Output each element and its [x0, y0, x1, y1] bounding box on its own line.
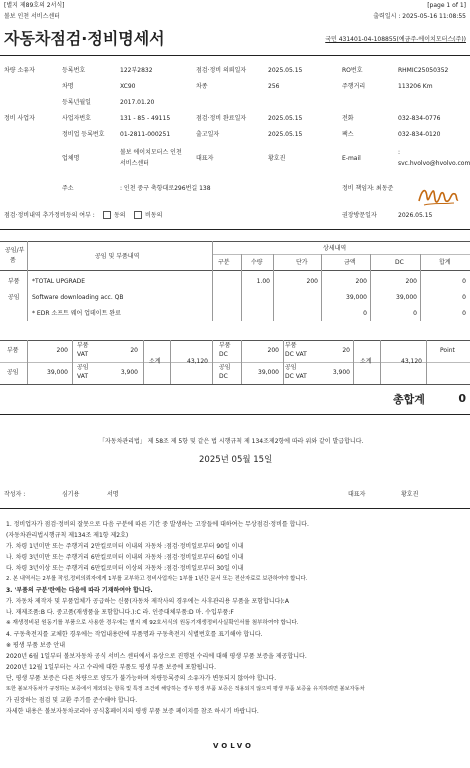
first-reg-value: 2017.01.20	[120, 99, 155, 106]
table-header-bottom	[0, 270, 470, 271]
notice-line: 3. '부품의 구분'란에는 다음에 따라 기재하여야 합니다.	[6, 587, 153, 594]
agree-label: 동의	[114, 212, 126, 219]
issue-date: 2025년 05월 15일	[199, 455, 273, 465]
done-date-label: 점검·정비 완료일자	[196, 115, 247, 122]
notice-line: ※ 재생정비된 원동기를 부품으로 사용한 경우에는 별지 제 92호서식의 원동기재생정비사실확인서를 첨부하여야 합니다.	[6, 620, 299, 626]
row-unit: 200	[306, 278, 318, 285]
col-line	[426, 340, 427, 384]
notice-line: 가. 차령 1년미만 또는 주행거리 2만킬로미터 이내의 자동차 :점검·정비일로부터 90일 이내	[6, 543, 244, 550]
col-dc-header: DC	[395, 259, 404, 266]
labor-dc-value: 39,000	[258, 369, 279, 376]
out-date-label: 출고일자	[196, 131, 220, 138]
col-line	[370, 254, 371, 321]
col-line	[241, 254, 242, 321]
parts-dcvat-label: 부품	[285, 342, 297, 349]
parts-dcvat-value: 20	[342, 347, 350, 354]
model-value: XC90	[120, 83, 136, 90]
next-visit-value: 2026.05.15	[398, 212, 433, 219]
agree-checkbox[interactable]	[103, 211, 111, 219]
col-amount-header: 금액	[344, 259, 356, 266]
labor-dcvat-value: 3,900	[332, 369, 350, 376]
col-line	[380, 340, 381, 384]
dc-subtotal-value: 43,120	[401, 358, 422, 365]
col-line	[321, 254, 322, 321]
notice-line: ※ 평생 부품 보증 안내	[6, 642, 66, 649]
writer-label: 작성자 :	[4, 491, 26, 498]
ceo-value: 황호진	[401, 491, 419, 498]
reg-no-value: 122부2832	[120, 67, 153, 74]
printed-datetime: 출력일시 : 2025-05-16 11:08:55	[373, 13, 466, 20]
labor-value: 39,000	[47, 369, 68, 376]
labor-dcvat-label: 공임	[285, 364, 297, 371]
row-dc: 200	[405, 278, 417, 285]
notice-line: 2. 본 내역서는 2부를 작성,정비의뢰자에게 1부를 교부하고 정비사업자는 1부를 1년간 문서 또는 전산자료로 보관하여야 합니다.	[6, 576, 308, 582]
row-dc: 0	[413, 310, 417, 317]
summary-top-border	[0, 340, 470, 341]
fax-value: 032-834-0120	[398, 131, 441, 138]
manager-value: : 최동준	[372, 185, 394, 192]
subtotal-label: 소계	[149, 358, 161, 365]
row-amount: 39,000	[346, 294, 367, 301]
notice-line: 단, 평생 부품 보증은 다른 차량으로 양도가 불가능하며 차량등록증의 소유자가 변동되지 않아야 합니다.	[6, 675, 277, 682]
parts-dc-label-2: DC	[219, 351, 228, 358]
tel-label: 전화	[342, 115, 354, 122]
shop-name-label: 업체명	[62, 155, 80, 162]
col-line	[283, 340, 284, 384]
point-label: Point	[440, 347, 455, 354]
notice-line: 가. 자동차 제작자 및 부품업체가 공급하는 신품(자동차 제작사의 경우에는 사후관리용 부품을 포함합니다):A	[6, 598, 289, 605]
notice-line: 1. 정비업자가 점검·정비의 잘못으로 다음 구분에 따른 기간 중 발생하는 고장들에 대하여는 무상점검·정비를 합니다.	[6, 521, 309, 528]
col-line	[27, 241, 28, 321]
divider	[0, 508, 470, 509]
page-indicator: [page 1 of 1]	[427, 2, 466, 9]
col-line	[170, 340, 171, 384]
divider	[0, 229, 470, 230]
biz-no-value: 131 - 85 - 49115	[120, 115, 171, 122]
dc-subtotal-label: 소계	[360, 358, 372, 365]
grand-total-value: 0	[458, 392, 466, 405]
parts-dc-label: 부품	[219, 342, 231, 349]
notice-line: 2020년 12월 1일부터는 사고 수리에 대한 부품도 평생 부품 보증에 포함됩니다.	[6, 664, 216, 671]
labor-vat-label: 공임	[77, 364, 89, 371]
notice-line: 4. 구동축전지를 교체한 경우에는 작업내용란에 부품명과 구동축전지 식별번호를 표기해야 합니다.	[6, 631, 263, 638]
detail-header: 상세내역	[323, 245, 347, 252]
subtotal-value: 43,120	[187, 358, 208, 365]
row-qty: 1.00	[256, 278, 270, 285]
notice-line: 나. 재제조품:B 다. 중고품(재생품을 포함합니다.):C 라. 인증대체부품:D 마. 수입부품:F	[6, 609, 234, 616]
form-number: [별지 제89호의 2서식]	[4, 2, 65, 9]
request-date-label: 점검·정비 의뢰일자	[196, 67, 247, 74]
volvo-logo: VOLVO	[213, 742, 254, 750]
col-line	[27, 340, 28, 384]
disagree-label: 비동의	[145, 212, 163, 219]
col-unit-header: 단가	[296, 259, 308, 266]
col-line	[212, 241, 213, 321]
grand-total-label: 총합계	[393, 393, 425, 406]
col-line	[241, 340, 242, 384]
notice-line: 자세한 내용은 볼보자동차코리아 공식홈페이지의 평생 부품 보증 페이지를 참조 하시기 바랍니다.	[6, 708, 259, 715]
consent-label: 점검·정비내역 추가정비등의 여부 :	[4, 212, 95, 219]
disagree-checkbox[interactable]	[134, 211, 142, 219]
labor-dc-label: 공임	[219, 364, 231, 371]
labor-vat-label-2: VAT	[77, 373, 89, 380]
document-title: 자동차점검·정비명세서	[4, 29, 165, 48]
col-line	[143, 340, 144, 384]
parts-value: 200	[56, 347, 68, 354]
parts-dc-value: 200	[267, 347, 279, 354]
email-label: E-mail	[342, 155, 361, 162]
row-amount: 0	[363, 310, 367, 317]
request-date-value: 2025.05.15	[268, 67, 303, 74]
col-type-header-1: 공임/부	[5, 247, 25, 254]
shop-section-label: 정비 사업자	[4, 115, 35, 122]
parts-vat-value: 20	[130, 347, 138, 354]
out-date-value: 2025.05.15	[268, 131, 303, 138]
labor-vat-value: 3,900	[120, 369, 138, 376]
row-total: 0	[462, 294, 466, 301]
parts-dcvat-label-2: DC VAT	[285, 351, 307, 358]
row-total: 0	[462, 278, 466, 285]
col-line	[212, 340, 213, 384]
email-value: svc.hvolvo@hvolvo.com	[398, 160, 470, 167]
legal-statement: 「자동차관리법」 제 58조 제 5항 및 같은 법 시행규칙 제 134조제2항에 따라 위와 같이 발급합니다.	[99, 438, 364, 445]
col-qty-header: 수량	[251, 259, 263, 266]
service-center-name: 볼보 인천 서비스센터	[4, 13, 60, 20]
email-colon: :	[398, 149, 401, 156]
ro-value: RHMIC25050352	[398, 67, 449, 74]
row-desc: Software downloading acc. QB	[32, 294, 124, 301]
row-amount: 200	[355, 278, 367, 285]
notice-line: (자동차관리법시행규칙 제134조 제1항 제2호)	[6, 532, 129, 539]
first-reg-label: 등록년월일	[62, 99, 91, 106]
col-line	[353, 340, 354, 384]
shop-name-line2: 서비스센터	[120, 160, 149, 167]
labor-label: 공임	[7, 369, 19, 376]
shop-name-line1: 볼보 에이치모터스 인천	[120, 149, 182, 156]
mileage-value: 113206 Km	[398, 83, 433, 90]
notice-line: 다. 차령 3년이상 또는 주행거리 6만킬로미터 이상의 자동차 :점검·정비일로부터 30일 이내	[6, 565, 244, 572]
divider	[0, 55, 470, 56]
reg-no-label: 등록번호	[62, 67, 86, 74]
notice-line: 또한 볼보자동차가 규정하는 보증에서 제외되는 항목 및 특정 조건에 해당하는 경우 평생 부품 보증은 적용되지 않으며 평생 부품 보증을 유지하려면 볼보자동차	[6, 686, 365, 692]
col-desc-header: 공임 및 부품내역	[95, 253, 140, 260]
col-subtype-header: 구분	[218, 259, 230, 266]
parts-label: 부품	[7, 347, 19, 354]
parts-vat-label-2: VAT	[77, 351, 89, 358]
summary-bottom-border	[0, 384, 470, 385]
row-desc: *TOTAL UPGRADE	[32, 278, 86, 285]
fax-label: 팩스	[342, 131, 354, 138]
address-value: : 인천 중구 축항대로296번길 138	[120, 185, 211, 192]
parts-vat-label: 부품	[77, 342, 89, 349]
notice-line: 나. 차령 3년미만 또는 주행거리 6만킬로미터 이내의 자동차 :점검·정비일로부터 60일 이내	[6, 554, 244, 561]
writer-sign-label: 서명	[107, 491, 119, 498]
col-line	[273, 254, 274, 321]
rep-label: 대표자	[196, 155, 214, 162]
table-top-border	[0, 241, 470, 242]
car-type-label: 차종	[196, 83, 208, 90]
car-type-value: 256	[268, 83, 280, 90]
col-line	[420, 254, 421, 321]
mileage-label: 주행거리	[342, 83, 366, 90]
model-label: 차명	[62, 83, 74, 90]
labor-dc-label-2: DC	[219, 373, 228, 380]
tel-value: 032-834-0776	[398, 115, 441, 122]
manager-label: 정비 책임자	[342, 185, 373, 192]
rep-value: 황호진	[268, 155, 286, 162]
ceo-label: 대표자	[348, 491, 366, 498]
row-type: 공임	[8, 294, 20, 301]
address-label: 주소	[62, 185, 74, 192]
row-dc: 39,000	[396, 294, 417, 301]
shop-reg-label: 정비업 등록번호	[62, 131, 105, 138]
done-date-value: 2025.05.15	[268, 115, 303, 122]
writer-value: 심기용	[62, 491, 80, 498]
shop-reg-value: 01-2811-000251	[120, 131, 171, 138]
owner-section-label: 차량 소유자	[4, 67, 35, 74]
col-type-header-2: 품	[10, 257, 16, 264]
detail-divider	[212, 254, 470, 255]
biz-no-label: 사업자번호	[62, 115, 91, 122]
row-desc: * EDR 소프트 웨어 업데이트 완료	[32, 310, 121, 317]
summary-mid-line	[0, 362, 470, 363]
col-line	[72, 340, 73, 384]
ro-label: RO번호	[342, 67, 363, 74]
next-visit-label: 권장방문일자	[342, 212, 377, 219]
manager-signature	[416, 183, 460, 209]
row-type: 부품	[8, 278, 20, 285]
labor-dcvat-label-2: DC VAT	[285, 373, 307, 380]
col-total-header: 합계	[439, 259, 451, 266]
row-total: 0	[462, 310, 466, 317]
bank-account: 국민 431401-04-108855(예금주-에이치모터스(주))	[325, 36, 466, 43]
notice-line: 가 권장하는 점검 및 교환 주기를 준수해야 합니다.	[6, 697, 138, 704]
notice-line: 2020년 6월 1일부터 볼보자동차 공식 서비스 센터에서 유상으로 진행된 수리에 대해 평생 부품 보증을 제공합니다.	[6, 653, 307, 660]
divider	[0, 414, 470, 415]
